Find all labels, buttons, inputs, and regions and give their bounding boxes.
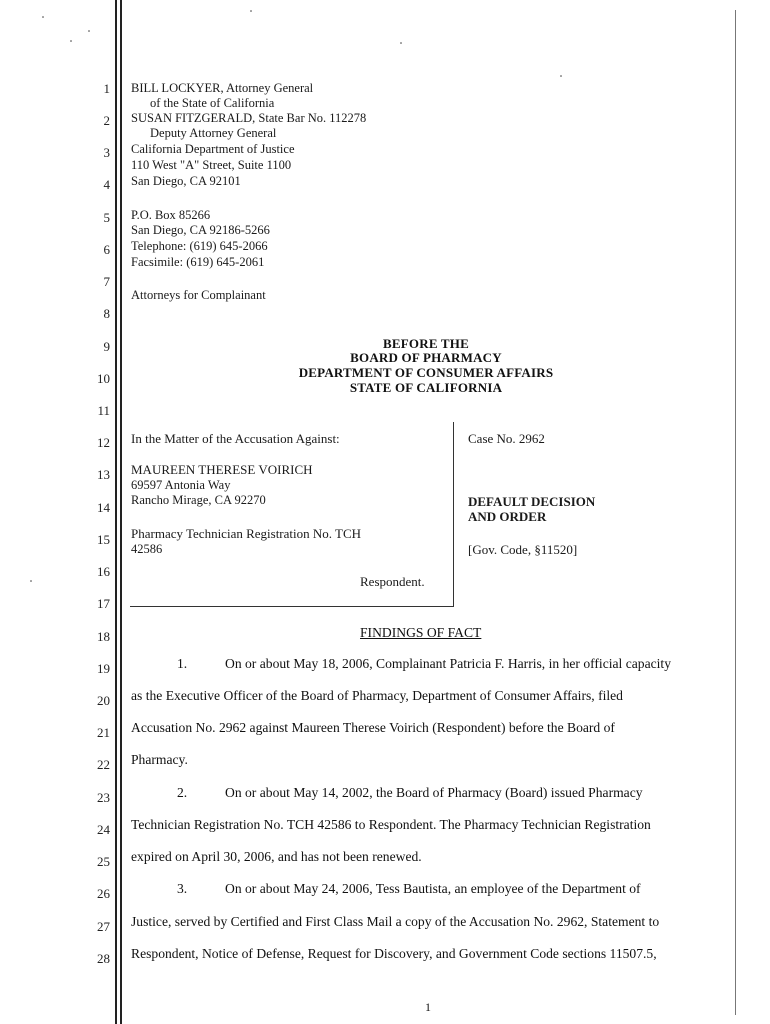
scan-speck <box>70 40 72 42</box>
deputy-title: Deputy Attorney General <box>150 126 277 140</box>
respondent-label: Respondent. <box>360 574 425 589</box>
po-box: P.O. Box 85266 <box>131 208 211 222</box>
right-margin-rule <box>735 10 736 1015</box>
registration-line-1: Pharmacy Technician Registration No. TCH <box>131 526 362 541</box>
paragraph-number: 2. <box>177 785 188 800</box>
line-number: 16 <box>97 564 110 579</box>
line-number: 22 <box>97 757 110 772</box>
court-line-2: BOARD OF PHARMACY <box>350 350 502 365</box>
line-number: 11 <box>97 403 110 418</box>
facsimile: Facsimile: (619) 645-2061 <box>131 255 265 269</box>
scan-speck <box>400 42 402 44</box>
court-line-3: DEPARTMENT OF CONSUMER AFFAIRS <box>298 365 554 380</box>
line-number: 12 <box>97 435 110 450</box>
line-number: 9 <box>103 339 110 354</box>
attorney-general: BILL LOCKYER, Attorney General <box>131 81 314 95</box>
respondent-address-2: Rancho Mirage, CA 92270 <box>131 493 266 507</box>
respondent-address-1: 69597 Antonia Way <box>131 478 231 492</box>
caption-divider-horizontal <box>130 606 454 607</box>
court-line-1: BEFORE THE <box>383 336 469 351</box>
line-number: 15 <box>97 532 110 547</box>
line-number: 26 <box>97 886 110 901</box>
paragraph-number: 3. <box>177 881 188 896</box>
paragraph-3-line-1: On or about May 24, 2006, Tess Bautista, an employee of the Department of <box>225 881 641 896</box>
paragraph-3-line-2: Justice, served by Certified and First Class Mail a copy of the Accusation No. 2962, Statement to <box>131 914 660 929</box>
caption-divider-vertical <box>453 422 454 607</box>
scan-speck <box>30 580 32 582</box>
paragraph-1-line-1: On or about May 18, 2006, Complainant Patricia F. Harris, in her official capacity <box>225 656 672 671</box>
findings-heading: FINDINGS OF FACT <box>360 625 482 640</box>
registration-line-2: 42586 <box>131 542 163 556</box>
line-number: 10 <box>97 371 110 386</box>
line-number: 8 <box>103 306 110 321</box>
line-number: 23 <box>97 790 110 805</box>
telephone: Telephone: (619) 645-2066 <box>131 239 268 253</box>
attorneys-for: Attorneys for Complainant <box>131 288 266 302</box>
paragraph-2-line-3: expired on April 30, 2006, and has not been renewed. <box>131 849 422 864</box>
line-number: 27 <box>97 919 110 934</box>
case-number: Case No. 2962 <box>468 431 545 446</box>
street-address: 110 West "A" Street, Suite 1100 <box>131 158 292 172</box>
paragraph-1-line-2: as the Executive Officer of the Board of Pharmacy, Department of Consumer Affairs, filed <box>131 688 623 703</box>
line-number: 7 <box>103 274 110 289</box>
code-reference: [Gov. Code, §11520] <box>468 542 578 557</box>
paragraph-1-line-4: Pharmacy. <box>131 752 188 767</box>
line-number: 24 <box>97 822 110 837</box>
left-margin-rule-outer <box>115 0 117 1024</box>
left-margin-rule-inner <box>120 0 122 1024</box>
scan-speck <box>88 30 90 32</box>
scan-speck <box>250 10 252 12</box>
line-number: 1 <box>103 81 110 96</box>
line-number: 19 <box>97 661 110 676</box>
line-number: 5 <box>103 210 110 225</box>
scan-speck <box>42 16 44 18</box>
deputy-name: SUSAN FITZGERALD, State Bar No. 112278 <box>131 111 367 125</box>
matter-line: In the Matter of the Accusation Against: <box>131 431 340 446</box>
document-title-2: AND ORDER <box>468 509 547 524</box>
of-state: of the State of California <box>150 96 275 110</box>
line-number: 17 <box>97 596 110 611</box>
department: California Department of Justice <box>131 142 295 156</box>
line-number: 13 <box>97 467 110 482</box>
paragraph-2-line-1: On or about May 14, 2002, the Board of Pharmacy (Board) issued Pharmacy <box>225 785 643 800</box>
court-line-4: STATE OF CALIFORNIA <box>349 380 503 395</box>
line-number: 14 <box>97 500 110 515</box>
respondent-name: MAUREEN THERESE VOIRICH <box>131 462 313 477</box>
page-number: 1 <box>425 1000 431 1014</box>
line-number: 18 <box>97 629 110 644</box>
line-number: 25 <box>97 854 110 869</box>
paragraph-3-line-3: Respondent, Notice of Defense, Request for Discovery, and Government Code sections 11507.5, <box>131 946 657 961</box>
paragraph-1-line-3: Accusation No. 2962 against Maureen Therese Voirich (Respondent) before the Board of <box>131 720 615 735</box>
line-number: 20 <box>97 693 110 708</box>
line-number: 2 <box>103 113 110 128</box>
line-number: 3 <box>103 145 110 160</box>
scan-speck <box>560 75 562 77</box>
line-number: 4 <box>103 177 110 192</box>
line-number: 6 <box>103 242 110 257</box>
line-number: 28 <box>97 951 110 966</box>
po-city: San Diego, CA 92186-5266 <box>131 223 270 237</box>
paragraph-number: 1. <box>177 656 188 671</box>
document-title-1: DEFAULT DECISION <box>468 494 596 509</box>
city-address: San Diego, CA 92101 <box>131 174 241 188</box>
paragraph-2-line-2: Technician Registration No. TCH 42586 to Respondent. The Pharmacy Technician Registration <box>131 817 651 832</box>
line-number: 21 <box>97 725 110 740</box>
